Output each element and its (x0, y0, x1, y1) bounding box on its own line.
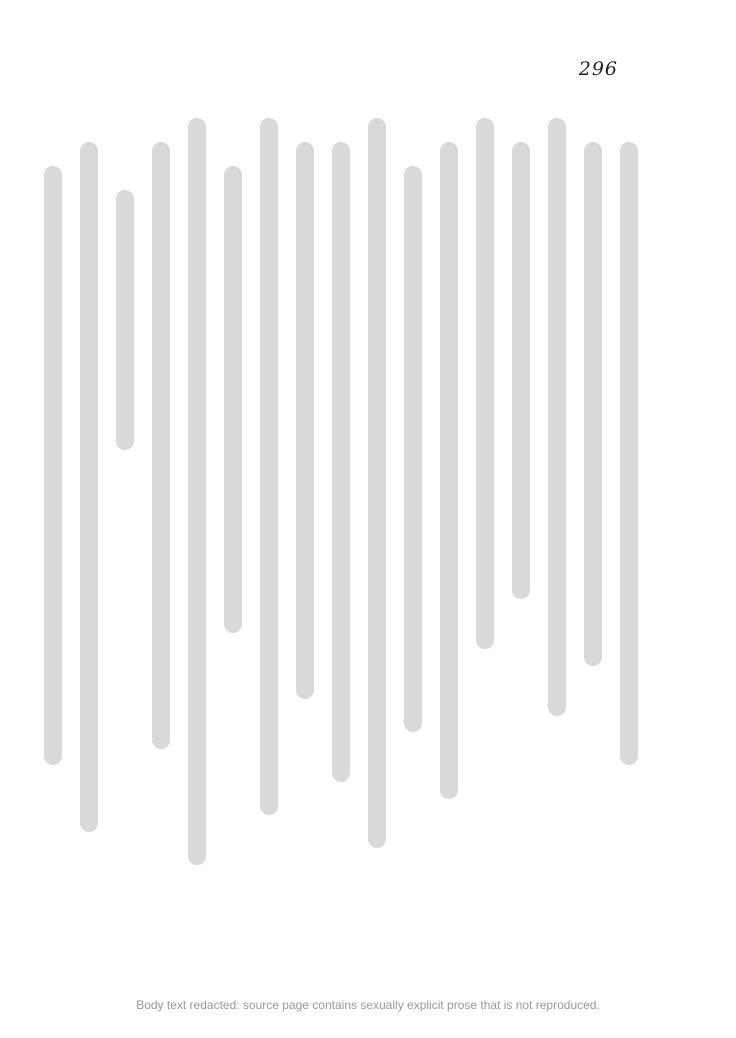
text-column (330, 118, 352, 948)
redacted-text-line (368, 118, 386, 848)
redacted-text-line (548, 118, 566, 716)
text-column (438, 118, 460, 948)
redacted-text-line (260, 118, 278, 815)
text-column (582, 118, 604, 948)
text-column (150, 118, 172, 948)
redacted-text-line (80, 142, 98, 832)
redacted-text-line (620, 142, 638, 765)
redacted-text-line (224, 166, 242, 633)
redacted-text-line (188, 118, 206, 865)
vertical-text-block (42, 118, 640, 948)
text-column (294, 118, 316, 948)
text-column (78, 118, 100, 948)
redacted-text-line (476, 118, 494, 649)
redaction-note: Body text redacted: source page contains sexually explicit prose that is not reproduced. (136, 998, 600, 1012)
text-column (186, 118, 208, 948)
redacted-text-line (404, 166, 422, 732)
redacted-text-line (152, 142, 170, 749)
text-column (474, 118, 496, 948)
redacted-text-line (512, 142, 530, 599)
text-column (546, 118, 568, 948)
text-column (222, 118, 244, 948)
redacted-text-line (296, 142, 314, 699)
text-column (114, 118, 136, 948)
text-column (366, 118, 388, 948)
redacted-text-line (332, 142, 350, 782)
redacted-text-line (44, 166, 62, 765)
text-column (510, 118, 532, 948)
text-column (258, 118, 280, 948)
text-column (42, 118, 64, 948)
text-column (402, 118, 424, 948)
redacted-text-line (584, 142, 602, 666)
redacted-text-line (440, 142, 458, 799)
text-column (618, 118, 640, 948)
redacted-text-line (116, 190, 134, 450)
page-number: 296 (578, 58, 618, 80)
